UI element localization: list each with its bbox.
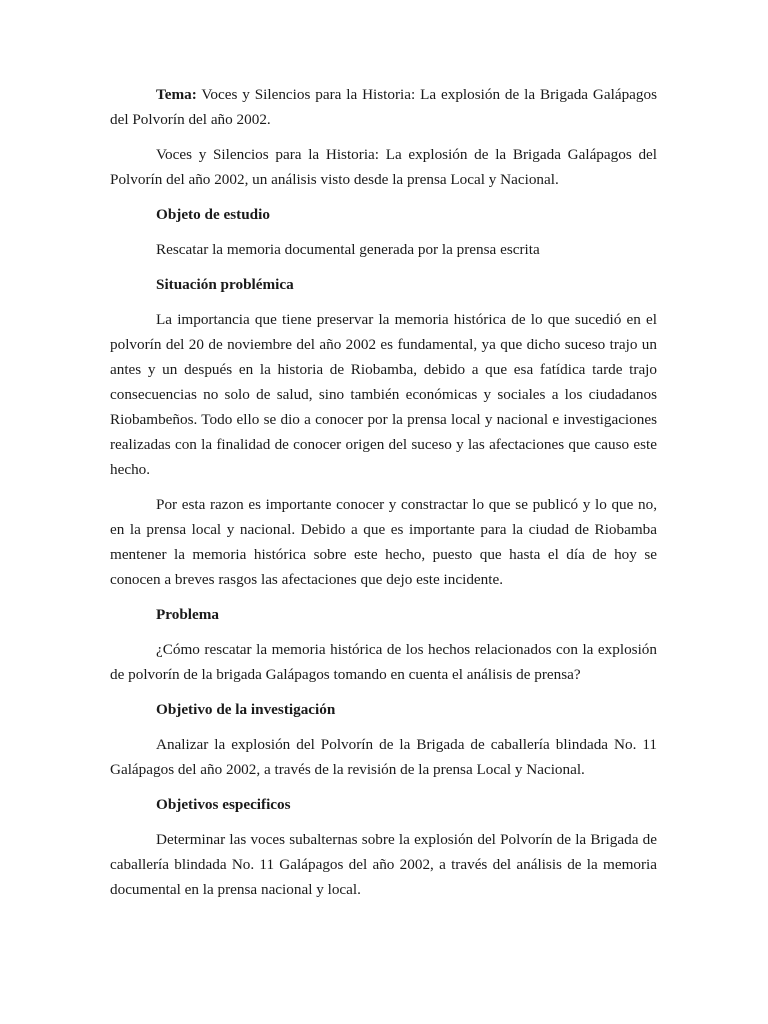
objeto-heading: Objeto de estudio	[156, 206, 270, 223]
situacion-paragraph-1: La importancia que tiene preservar la memoria histórica de lo que sucedió en el polvorín del 20 de noviembre del año 2002 es fundamental, ya que dicho suceso trajo un antes y un después en la historia de Riobamba, debido a que esa fatídica tarde trajo consecuencias no solo de salud, sino también económicas y sociales a los ciudadanos Riobambeños. Todo ello se dio a conocer por la prensa local y nacional e investigaciones realizadas con la finalidad de conocer origen del suceso y las afectaciones que causo este hecho.	[110, 311, 657, 478]
tema-text: Voces y Silencios para la Historia: La explosión de la Brigada Galápagos del Polvorín del año 2002.	[110, 86, 657, 128]
especificos-heading: Objetivos especificos	[156, 796, 291, 813]
especificos-paragraph: Determinar las voces subalternas sobre la explosión del Polvorín de la Brigada de caballería blindada No. 11 Galápagos del año 2002, a través del análisis de la memoria documental en la prensa nacional y local.	[110, 831, 657, 898]
objeto-paragraph: Rescatar la memoria documental generada por la prensa escrita	[156, 241, 540, 258]
document-page	[110, 82, 657, 912]
situacion-paragraph-2: Por esta razon es importante conocer y constractar lo que se publicó y lo que no, en la prensa local y nacional. Debido a que es importante para la ciudad de Riobamba mentener la memoria histórica sobre este hecho, puesto que hasta el día de hoy se conocen a breves rasgos las afectaciones que dejo este incidente.	[110, 496, 657, 588]
objetivo-heading: Objetivo de la investigación	[156, 701, 336, 718]
tema-paragraph	[110, 82, 657, 132]
problema-heading: Problema	[156, 606, 219, 623]
tema-label: Tema:	[156, 86, 197, 103]
situacion-heading: Situación problémica	[156, 276, 294, 293]
objetivo-paragraph: Analizar la explosión del Polvorín de la Brigada de caballería blindada No. 11 Galápagos del año 2002, a través de la revisión de la prensa Local y Nacional.	[110, 736, 657, 778]
problema-paragraph: ¿Cómo rescatar la memoria histórica de los hechos relacionados con la explosión de polvorín de la brigada Galápagos tomando en cuenta el análisis de prensa?	[110, 641, 657, 683]
intro-paragraph: Voces y Silencios para la Historia: La explosión de la Brigada Galápagos del Polvorín del año 2002, un análisis visto desde la prensa Local y Nacional.	[110, 146, 657, 188]
